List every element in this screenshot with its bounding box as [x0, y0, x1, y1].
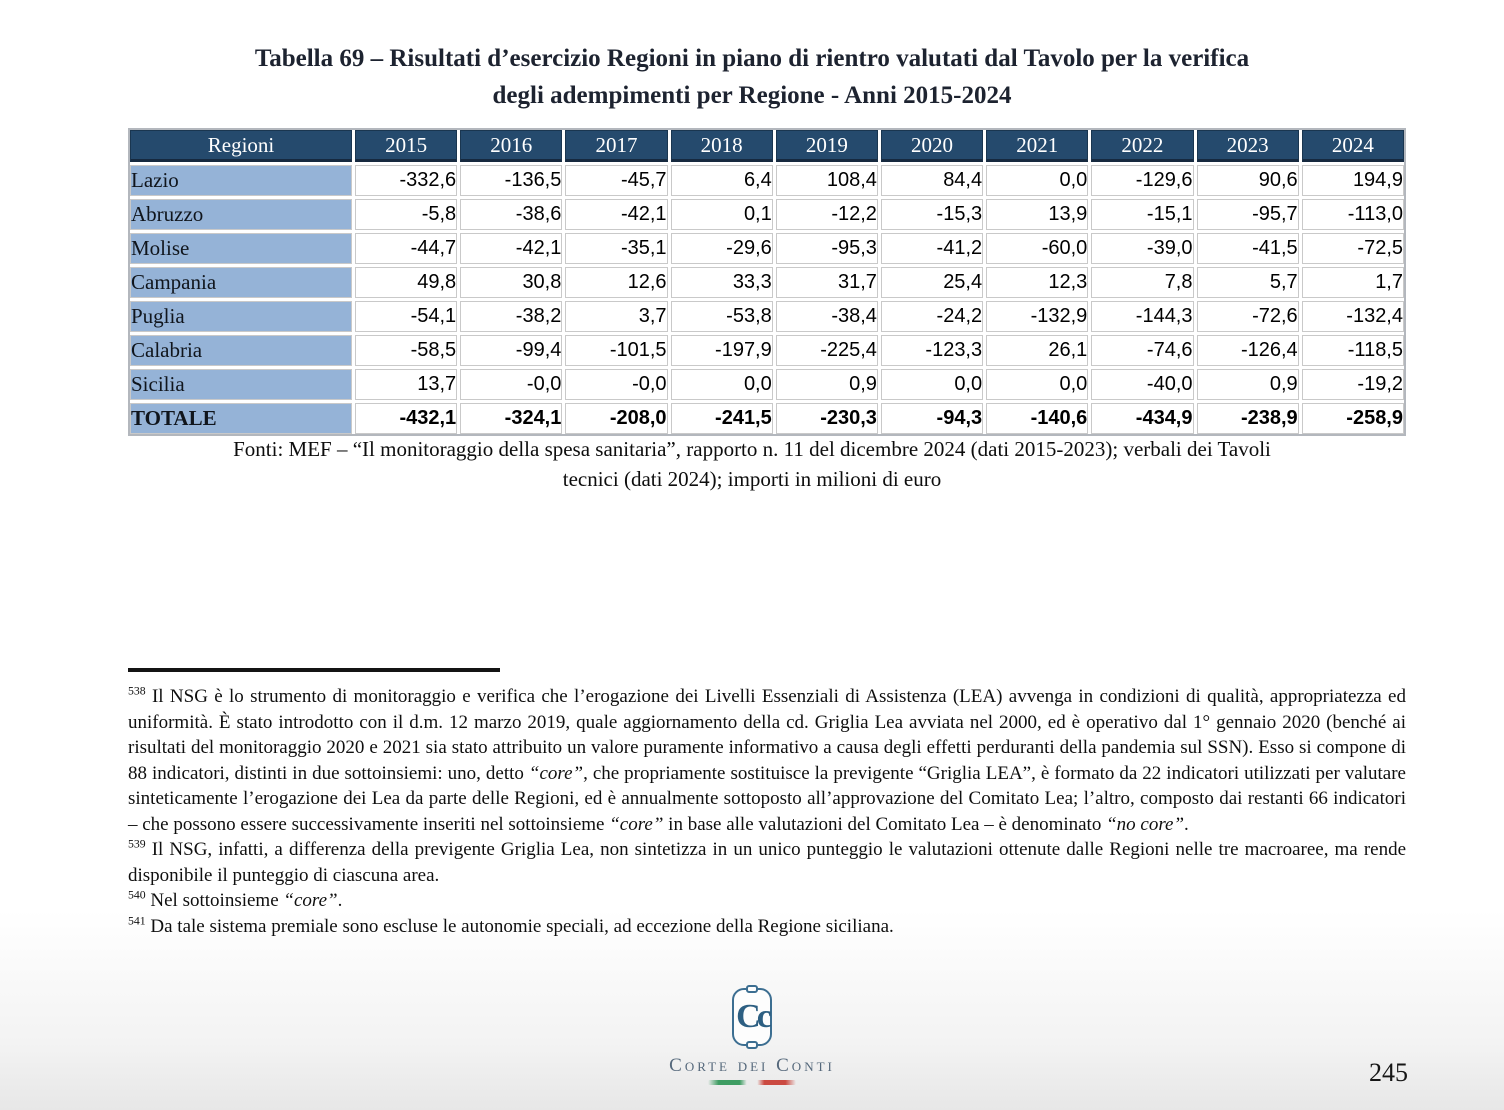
- value-cell: -41,2: [881, 233, 983, 264]
- value-cell: -42,1: [565, 199, 667, 230]
- region-cell: Campania: [130, 267, 352, 298]
- value-cell: -29,6: [671, 233, 773, 264]
- table-source-caption: [112, 434, 1392, 494]
- value-cell: 3,7: [565, 301, 667, 332]
- value-cell: -19,2: [1302, 369, 1404, 400]
- value-cell: -0,0: [460, 369, 562, 400]
- table-row: [130, 267, 1404, 298]
- value-cell: -53,8: [671, 301, 773, 332]
- footnotes-list: [128, 684, 1406, 939]
- value-cell: -230,3: [776, 403, 878, 434]
- value-cell: 49,8: [355, 267, 457, 298]
- caption-line1: Fonti: MEF – “Il monitoraggio della spesa sanitaria”, rapporto n. 11 del dicembre 2024 (dati 2015-2023); verbali dei Tavoli: [233, 437, 1271, 461]
- value-cell: 5,7: [1197, 267, 1299, 298]
- value-cell: -118,5: [1302, 335, 1404, 366]
- value-cell: -15,1: [1091, 199, 1193, 230]
- value-cell: 84,4: [881, 165, 983, 196]
- value-cell: -39,0: [1091, 233, 1193, 264]
- value-cell: 12,3: [986, 267, 1088, 298]
- value-cell: -144,3: [1091, 301, 1193, 332]
- value-cell: -241,5: [671, 403, 773, 434]
- value-cell: -95,3: [776, 233, 878, 264]
- value-cell: -197,9: [671, 335, 773, 366]
- footnotes-section: [128, 668, 1406, 939]
- table-row: [130, 199, 1404, 230]
- footnote-text: .: [337, 890, 343, 911]
- value-cell: -132,4: [1302, 301, 1404, 332]
- value-cell: 0,0: [986, 369, 1088, 400]
- corte-dei-conti-wordmark: Corte dei Conti: [669, 1055, 835, 1076]
- region-cell: Puglia: [130, 301, 352, 332]
- value-cell: -208,0: [565, 403, 667, 434]
- table-row: [130, 301, 1404, 332]
- value-cell: -35,1: [565, 233, 667, 264]
- footnote-text: , che propriamente sostituisce la previgente “Griglia LEA”, è formato da 22 indicatori utilizzati per valutare sinteticamente l’erogazione dei Lea da parte delle Regioni, ed è annualmente sottoposto all’approvazione del Comitato Lea; l’altro, composto dai restanti 66 indicatori – che possono essere successivamente inseriti nel sottoinsieme: [128, 762, 1406, 835]
- value-cell: -324,1: [460, 403, 562, 434]
- value-cell: -129,6: [1091, 165, 1193, 196]
- value-cell: -38,6: [460, 199, 562, 230]
- value-cell: 33,3: [671, 267, 773, 298]
- value-cell: -38,4: [776, 301, 878, 332]
- value-cell: 13,9: [986, 199, 1088, 230]
- value-cell: -58,5: [355, 335, 457, 366]
- region-cell: Abruzzo: [130, 199, 352, 230]
- value-cell: 0,0: [881, 369, 983, 400]
- region-cell: Calabria: [130, 335, 352, 366]
- column-header: 2019: [776, 130, 878, 162]
- footnote: [128, 837, 1406, 888]
- value-cell: -332,6: [355, 165, 457, 196]
- table-row: [130, 403, 1404, 434]
- value-cell: -60,0: [986, 233, 1088, 264]
- cc-monogram-letters: Cc: [736, 998, 768, 1035]
- column-header: 2018: [671, 130, 773, 162]
- footnote-marker: 538: [128, 684, 146, 698]
- value-cell: 30,8: [460, 267, 562, 298]
- value-cell: -94,3: [881, 403, 983, 434]
- value-cell: 1,7: [1302, 267, 1404, 298]
- value-cell: 12,6: [565, 267, 667, 298]
- footnote-separator-rule: [128, 668, 500, 672]
- region-cell: TOTALE: [130, 403, 352, 434]
- value-cell: -238,9: [1197, 403, 1299, 434]
- value-cell: -5,8: [355, 199, 457, 230]
- value-cell: -140,6: [986, 403, 1088, 434]
- value-cell: 25,4: [881, 267, 983, 298]
- footnote-marker: 539: [128, 837, 146, 851]
- value-cell: -123,3: [881, 335, 983, 366]
- footnote-text: Il NSG è lo strumento di monitoraggio e verifica che l’erogazione dei Livelli Essenziali di Assistenza (LEA) avvenga in condizioni di qualità, appropriatezza ed uniformità. È stato introdotto con il d.m. 12 marzo 2019, quale aggiornamento della cd. Griglia Lea avviata nel 2000, ed è operativo dal 1° gennaio 2020 (benché ai risultati del monitoraggio 2020 e 2021 sia stato attribuito un valore puramente informativo a causa degli effetti perduranti della pandemia sul SSN). Esso si compone di 88 indicatori, distinti in due sottoinsiemi: uno, detto: [128, 686, 1406, 784]
- table-row: [130, 233, 1404, 264]
- value-cell: -136,5: [460, 165, 562, 196]
- footnote-text: in base alle valutazioni del Comitato Lea – è denominato: [663, 813, 1107, 835]
- table-row: [130, 165, 1404, 196]
- value-cell: -72,5: [1302, 233, 1404, 264]
- value-cell: 13,7: [355, 369, 457, 400]
- column-header: 2016: [460, 130, 562, 162]
- cc-monogram-icon: [732, 988, 772, 1046]
- value-cell: -132,9: [986, 301, 1088, 332]
- value-cell: -15,3: [881, 199, 983, 230]
- column-header: 2023: [1197, 130, 1299, 162]
- caption-line2: tecnici (dati 2024); importi in milioni di euro: [562, 467, 942, 491]
- region-cell: Sicilia: [130, 369, 352, 400]
- value-cell: -41,5: [1197, 233, 1299, 264]
- value-cell: -24,2: [881, 301, 983, 332]
- italian-flag-stripe-icon: [708, 1080, 796, 1085]
- value-cell: -42,1: [460, 233, 562, 264]
- table-title-line2: degli adempimenti per Regione - Anni 2015-2024: [492, 82, 1012, 109]
- footnote-italic-text: “core”: [528, 762, 584, 784]
- value-cell: -432,1: [355, 403, 457, 434]
- value-cell: -40,0: [1091, 369, 1193, 400]
- value-cell: -72,6: [1197, 301, 1299, 332]
- value-cell: 194,9: [1302, 165, 1404, 196]
- footnote-marker: 540: [128, 888, 146, 902]
- footnote: [128, 888, 1406, 914]
- value-cell: -258,9: [1302, 403, 1404, 434]
- page-title: [0, 40, 1504, 114]
- footnote-text: Il NSG, infatti, a differenza della previgente Griglia Lea, non sintetizza in un unico punteggio le valutazioni ottenute dalle Regioni nelle tre macroaree, ma rende disponibile il punteggio di ciascuna area.: [128, 839, 1407, 886]
- value-cell: -99,4: [460, 335, 562, 366]
- footnote-italic-text: “core”: [609, 813, 664, 835]
- results-table: [128, 128, 1406, 436]
- footnote-text: Nel sottoinsieme: [150, 890, 284, 911]
- table-row: [130, 369, 1404, 400]
- value-cell: 0,1: [671, 199, 773, 230]
- value-cell: -126,4: [1197, 335, 1299, 366]
- table-header-row: [130, 130, 1404, 162]
- value-cell: 0,9: [776, 369, 878, 400]
- column-header: 2022: [1091, 130, 1193, 162]
- value-cell: 0,0: [986, 165, 1088, 196]
- value-cell: -45,7: [565, 165, 667, 196]
- footnote: [128, 684, 1406, 837]
- column-header: 2015: [355, 130, 457, 162]
- column-header: Regioni: [130, 130, 352, 162]
- value-cell: -74,6: [1091, 335, 1193, 366]
- value-cell: -434,9: [1091, 403, 1193, 434]
- footnote-marker: 541: [128, 914, 146, 928]
- value-cell: -44,7: [355, 233, 457, 264]
- value-cell: 108,4: [776, 165, 878, 196]
- footnote-italic-text: “no core”: [1106, 813, 1185, 835]
- footnote-text: .: [1184, 813, 1189, 835]
- footnote-italic-text: “core”: [283, 890, 338, 911]
- region-cell: Molise: [130, 233, 352, 264]
- table-title-line1: Tabella 69 – Risultati d’esercizio Regioni in piano di rientro valutati dal Tavolo per la verifica: [254, 45, 1250, 72]
- value-cell: -0,0: [565, 369, 667, 400]
- page-number: 245: [1369, 1058, 1408, 1087]
- footnote-text: Da tale sistema premiale sono escluse le autonomie speciali, ad eccezione della Regione siciliana.: [150, 915, 894, 937]
- value-cell: 0,0: [671, 369, 773, 400]
- column-header: 2020: [881, 130, 983, 162]
- corte-dei-conti-logo: [0, 988, 1504, 1085]
- regions-results-table: [128, 128, 1406, 436]
- column-header: 2024: [1302, 130, 1404, 162]
- value-cell: -95,7: [1197, 199, 1299, 230]
- value-cell: -101,5: [565, 335, 667, 366]
- region-cell: Lazio: [130, 165, 352, 196]
- footnote: [128, 914, 1406, 940]
- value-cell: 7,8: [1091, 267, 1193, 298]
- column-header: 2017: [565, 130, 667, 162]
- value-cell: -12,2: [776, 199, 878, 230]
- value-cell: -54,1: [355, 301, 457, 332]
- value-cell: 6,4: [671, 165, 773, 196]
- value-cell: -113,0: [1302, 199, 1404, 230]
- value-cell: 0,9: [1197, 369, 1299, 400]
- value-cell: -38,2: [460, 301, 562, 332]
- value-cell: 26,1: [986, 335, 1088, 366]
- value-cell: 31,7: [776, 267, 878, 298]
- value-cell: 90,6: [1197, 165, 1299, 196]
- value-cell: -225,4: [776, 335, 878, 366]
- column-header: 2021: [986, 130, 1088, 162]
- table-row: [130, 335, 1404, 366]
